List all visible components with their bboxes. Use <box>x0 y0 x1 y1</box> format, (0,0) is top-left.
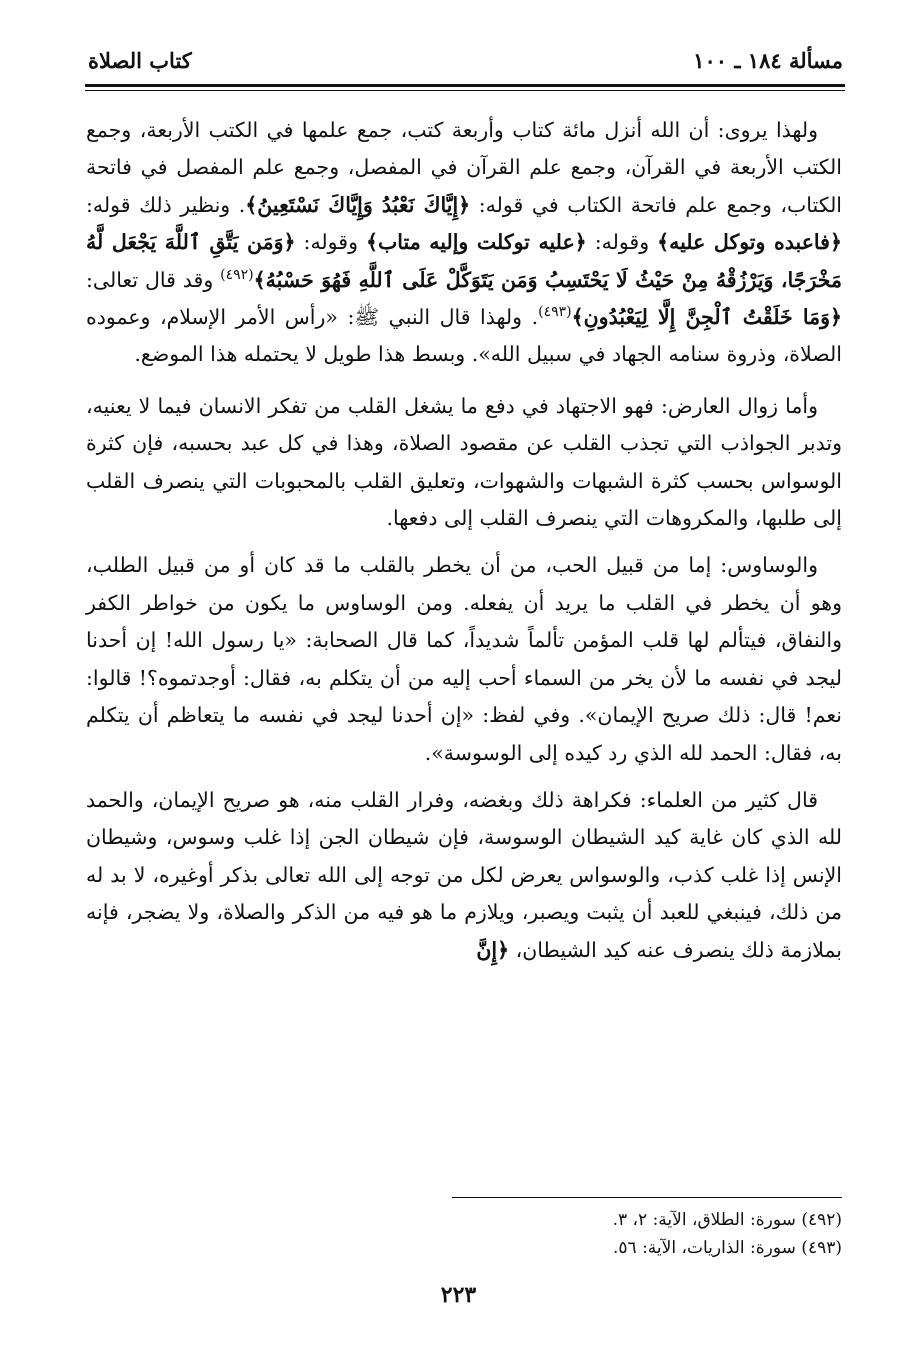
page-number: ٢٢٣ <box>440 1282 477 1308</box>
paragraph-2: وأما زوال العارض: فهو الاجتهاد في دفع ما يشغل القلب من تفكر الانسان فيما لا يعنيه، وتدبر الجواذب التي تجذب القلب عن مقصود الصلاة، وهذا في كل عبد بحسبه، فإن كثرة الوسواس بحسب كثرة الشبهات والشهوات، وتعليق القلب بالمحبوبات التي ينصرف القلب إلى طلبها، والمكروهات التي ينصرف القلب إلى دفعها. <box>86 393 842 531</box>
quran-verse-inna: ﴿إِنَّ <box>476 937 510 962</box>
quran-verse-wa-man-yattaqi: ﴿وَمَن يَتَّقِ ٱللَّهَ يَجْعَل لَّهُ مَخْرَجًا، وَيَرْزُقْهُ مِنْ حَيْثُ لَا يَحْتَسِبُ وَمَن يَتَوَكَّلْ عَلَى ٱللَّهِ فَهُوَ حَسْبُهُ﴾ <box>86 230 842 292</box>
running-header <box>88 40 843 80</box>
paragraph-1-text-b: . ونظير ذلك قوله: <box>86 192 246 217</box>
paragraph-1 <box>86 112 842 374</box>
header-rule-thin <box>85 90 845 91</box>
paragraph-1-text-f: . ولهذا قال النبي ﷺ: «رأس الأمر الإسلام، وعموده الصلاة، وذروة سنامه الجهاد في سبيل الله». وبسط هذا طويل لا يحتمله هذا الموضع. <box>86 305 842 367</box>
paragraph-1-text-e: وقد قال تعالى: <box>86 267 221 292</box>
paragraph-1-text-a: ولهذا يروى: أن الله أنزل مائة كتاب وأربعة كتب، جمع علمها في الكتب الأربعة، وجمع الكتب الأربعة في القرآن، وجمع علم القرآن في المفصل، وجمع علم المفصل في فاتحة الكتاب، وجمع علم فاتحة الكتاب في قوله: <box>86 118 843 217</box>
header-book-title: كتاب الصلاة <box>88 47 192 73</box>
header-rule-thick <box>85 84 845 87</box>
paragraph-3: والوساوس: إما من قبيل الحب، من أن يخطر بالقلب ما قد كان أو من قبيل الطلب، وهو أن يخطر في القلب ما يريد أن يفعله. ومن الوساوس ما يكون من خواطر الكفر والنفاق، فيتألم لها قلب المؤمن تألماً شديداً، كما قال الصحابة: «يا رسول الله! إن أحدنا ليجد في نفسه ما لأن يخر من السماء أحب إليه من أن يتكلم به، فقال: أوجدتموه؟! قالوا: نعم! قال: ذلك صريح الإيمان». وفي لفظ: «إن أحدنا ليجد في نفسه ما يتعاظم أن يتكلم به، فقال: الحمد لله الذي رد كيده إلى الوسوسة». <box>86 553 842 765</box>
quran-verse-wa-ma-khalaqtu: ﴿وَمَا خَلَقْتُ ٱلْجِنَّ إِلَّا لِيَعْبُدُونِ﴾ <box>571 305 842 330</box>
footnote-ref-493: (٤٩٣) <box>538 304 572 321</box>
footnote-492: (٤٩٢) سورة: الطلاق، الآية: ٢، ٣. <box>612 1210 842 1230</box>
footnotes <box>86 1206 842 1262</box>
footnote-ref-492: (٤٩٢) <box>220 266 254 283</box>
paragraph-4 <box>86 782 842 969</box>
main-text <box>86 112 842 969</box>
paragraph-1-text-d: وقوله: <box>295 230 366 255</box>
quran-verse-alayhi-tawakkaltu: ﴿عليه توكلت وإليه متاب﴾ <box>365 230 587 255</box>
quran-verse-iyyaka: ﴿إِيَّاكَ نَعْبُدُ وَإِيَّاكَ نَسْتَعِينُ﴾ <box>245 192 471 217</box>
paragraph-4-text: قال كثير من العلماء: فكراهة ذلك وبغضه، وفرار القلب منه، هو صريح الإيمان، والحمد لله الذي كان غاية كيد الشيطان الوسوسة، فإن شيطان الجن إذا غلب وسوس، وشيطان الإنس إذا غلب كذب، والوسواس يعرض لكل من توجه إلى الله تعالى بذكر أوغيره، لا بد له من ذلك، فينبغي للعبد أن يثبت ويصبر، ويلازم ما هو فيه من الذكر والصلاة، ولا يضجر، فإنه بملازمة ذلك ينصرف عنه كيد الشيطان، <box>86 787 842 962</box>
paragraph-1-text-c: وقوله: <box>586 230 658 255</box>
footnote-493: (٤٩٣) سورة: الذاريات، الآية: ٥٦. <box>613 1238 842 1258</box>
footnote-separator <box>452 1197 842 1198</box>
quran-verse-faabudhu: ﴿فاعبده وتوكل عليه﴾ <box>657 230 842 255</box>
header-question-range: مسألة ١٨٤ ـ ١٠٠ <box>693 47 843 73</box>
